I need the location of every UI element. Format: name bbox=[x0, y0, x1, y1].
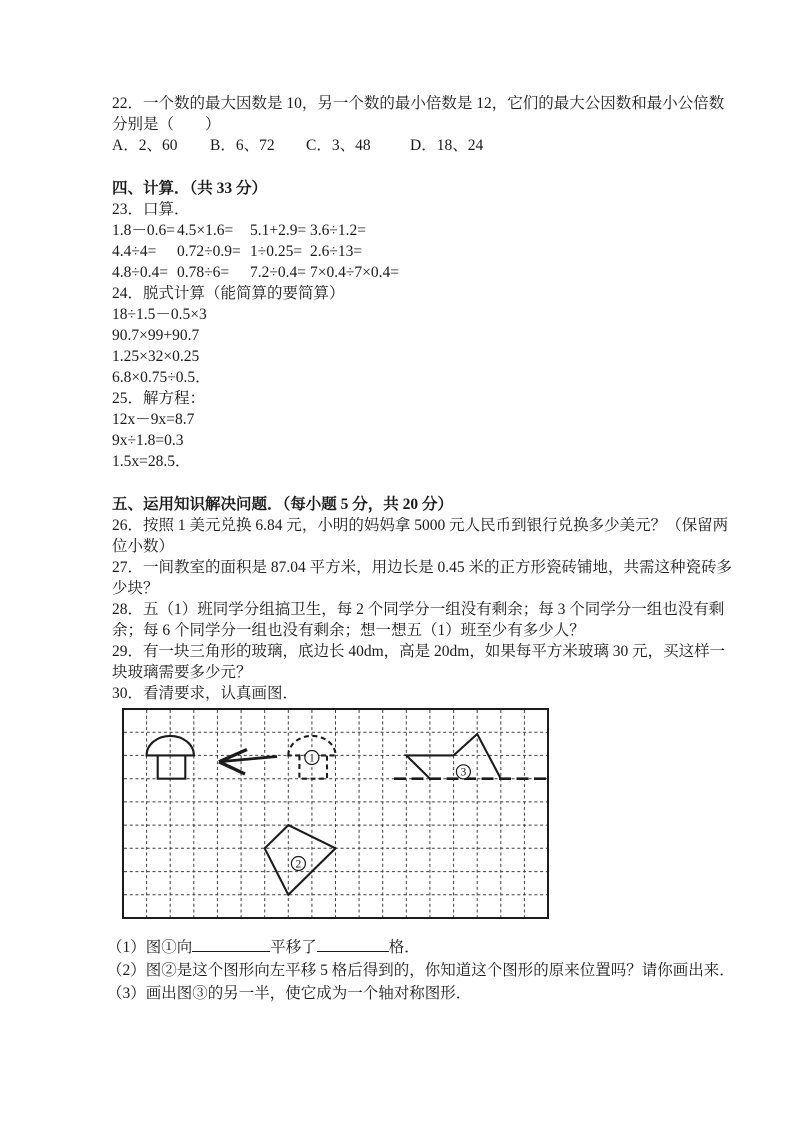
question-27-line-1: 27．一间教室的面积是 87.04 平方米，用边长是 0.45 米的正方形瓷砖铺地，共需这种瓷砖多 bbox=[112, 559, 733, 576]
question-29-line-2: 块玻璃需要多少元？ bbox=[112, 664, 252, 681]
oral-calc-cell: 4.8÷0.4= bbox=[112, 264, 168, 281]
question-28-line-2: 余；每 6 个同学分一组也没有剩余；想一想五（1）班至少有多少人？ bbox=[112, 622, 585, 639]
answer-blank-direction bbox=[192, 936, 270, 952]
sub-questions bbox=[107, 936, 735, 1005]
oral-calc-cell: 5.1+2.9= bbox=[250, 222, 307, 239]
oral-calc-cell: 7.2÷0.4= bbox=[250, 264, 306, 281]
oral-calc-row bbox=[112, 241, 705, 262]
oral-calc-cell: 0.72÷0.9= bbox=[177, 243, 241, 260]
sub-question-1 bbox=[107, 936, 705, 959]
question-29-line-1: 29．有一块三角形的玻璃，底边长 40dm，高是 20dm，如果每平方米玻璃 30 元，买这样一 bbox=[112, 643, 726, 660]
svg-text:3: 3 bbox=[460, 766, 467, 779]
q24-expression: 6.8×0.75÷0.5． bbox=[112, 369, 211, 386]
sub1-mid: 平移了 bbox=[270, 939, 317, 956]
figure-label-2 bbox=[291, 857, 305, 871]
question-23-title: 23．口算． bbox=[112, 201, 190, 218]
answer-blank-count bbox=[317, 936, 389, 952]
svg-text:1: 1 bbox=[309, 752, 315, 765]
q25-equation: 12x－9x=8.7 bbox=[112, 411, 195, 428]
question-24-title: 24．脱式计算（能简算的要简算） bbox=[112, 285, 345, 302]
option-c: C．3、48 bbox=[306, 137, 371, 154]
option-d: D．18、24 bbox=[410, 137, 484, 154]
question-22-options bbox=[112, 135, 705, 156]
oral-calc-cell: 2.6÷13= bbox=[310, 243, 363, 260]
oral-calc-cell: 1.8－0.6= bbox=[112, 222, 175, 239]
q24-expression: 18÷1.5－0.5×3 bbox=[112, 306, 207, 323]
question-22-line-2: 分别是（ ） bbox=[112, 116, 221, 133]
sub1-suffix: 格． bbox=[388, 939, 420, 956]
oral-calc-cell: 0.78÷6= bbox=[177, 264, 230, 281]
grid-figure bbox=[122, 708, 549, 920]
oral-calc-cell: 4.4÷4= bbox=[112, 243, 157, 260]
figure-label-3 bbox=[456, 765, 470, 779]
oral-calc-cell: 7×0.4÷7×0.4= bbox=[310, 264, 399, 281]
oral-calc-cell: 4.5×1.6= bbox=[177, 222, 234, 239]
left-arrow-icon bbox=[219, 750, 277, 775]
sub-question-3: （3）画出图③的另一半，使它成为一个轴对称图形． bbox=[107, 985, 472, 1002]
q25-equation: 1.5x=28.5． bbox=[112, 453, 191, 470]
question-25-title: 25．解方程： bbox=[112, 390, 206, 407]
oral-calc-cell: 3.6÷1.2= bbox=[310, 222, 366, 239]
section-4-heading: 四、计算．（共 33 分） bbox=[112, 180, 268, 197]
question-28-line-1: 28．五（1）班同学分组搞卫生，每 2 个同学分一组没有剩余；每 3 个同学分一组也没有剩 bbox=[112, 601, 725, 618]
grid-svg bbox=[122, 708, 549, 920]
svg-text:2: 2 bbox=[295, 858, 302, 871]
sub-question-2: （2）图②是这个图形向左平移 5 格后得到的，你知道这个图形的原来位置吗？请你画出来． bbox=[107, 962, 735, 979]
question-30-title: 30．看清要求，认真画图． bbox=[112, 685, 299, 702]
q25-equation: 9x÷1.8=0.3 bbox=[112, 432, 184, 449]
q24-expression: 1.25×32×0.25 bbox=[112, 348, 200, 365]
oral-calc-row bbox=[112, 220, 705, 241]
oral-calc-cell: 1÷0.25= bbox=[250, 243, 303, 260]
section-5-heading: 五、运用知识解决问题．（每小题 5 分，共 20 分） bbox=[112, 496, 454, 513]
question-26-line-2: 位小数） bbox=[112, 538, 175, 555]
question-26-line-1: 26．按照 1 美元兑换 6.84 元，小明的妈妈拿 5000 元人民币到银行兑换多少美元？（保留两 bbox=[112, 517, 729, 534]
q24-expression: 90.7×99+90.7 bbox=[112, 327, 200, 344]
sub1-prefix: （1）图①向 bbox=[107, 939, 193, 956]
question-27-line-2: 少块？ bbox=[112, 580, 159, 597]
figure-label-1 bbox=[305, 751, 319, 765]
option-a: A．2、60 bbox=[112, 137, 178, 154]
option-b: B．6、72 bbox=[210, 137, 275, 154]
question-22-line-1: 22．一个数的最大因数是 10，另一个数的最小倍数是 12，它们的最大公因数和最小公倍数 bbox=[112, 95, 725, 112]
oral-calc-row bbox=[112, 262, 705, 283]
